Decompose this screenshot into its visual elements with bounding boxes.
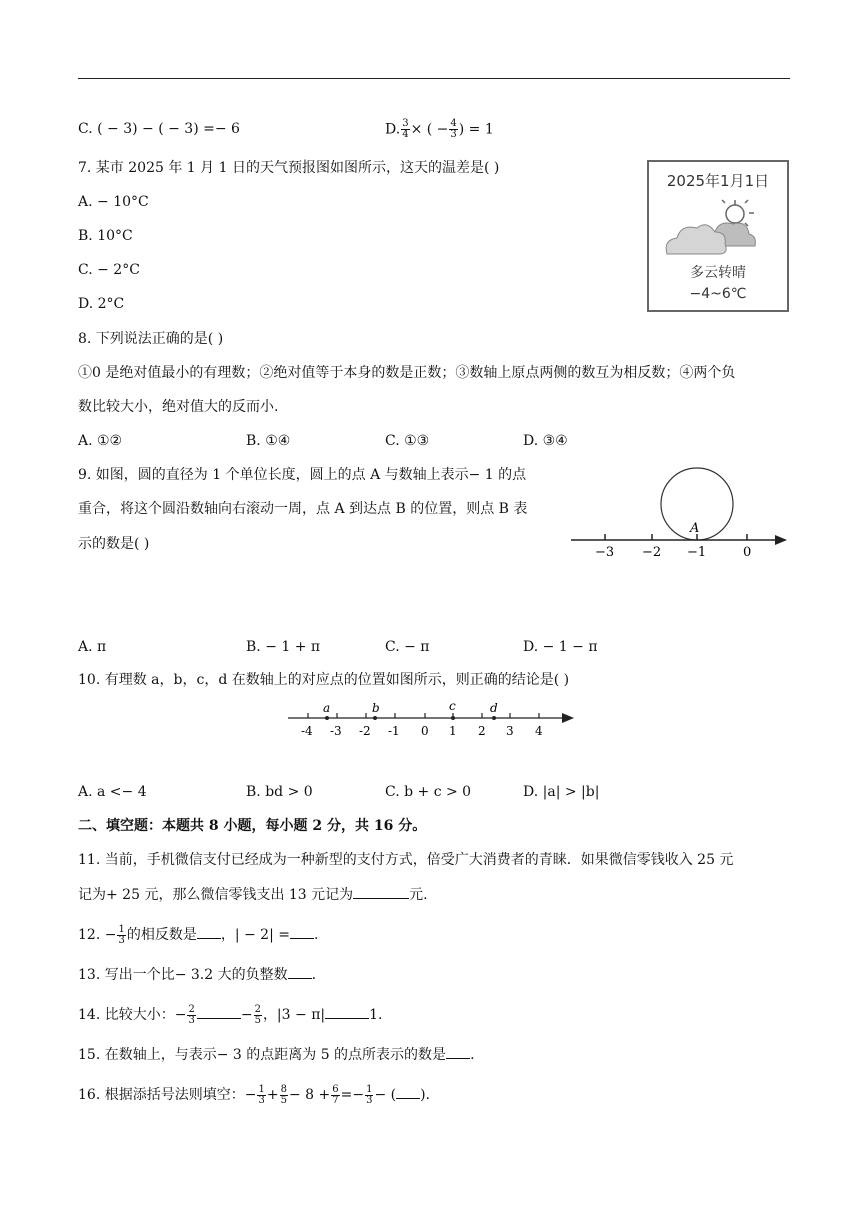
tick-label: -2 — [359, 724, 371, 738]
arrow-right-icon — [562, 713, 574, 723]
fraction: $\frac{3}{4}$ — [402, 118, 409, 140]
q9-line2: 重合，将这个圆沿数轴向右滚动一周，点 A 到达点 B 的位置，则点 B 表 — [78, 501, 528, 517]
q7-option-c: C. − 2°C — [78, 262, 140, 278]
fraction: $\frac{1}{3}$ — [366, 1083, 373, 1106]
q7-stem: 7. 某市 2025 年 1 月 1 日的天气预报图如图所示，这天的温差是( ) — [78, 160, 500, 176]
cloud-sun-icon — [663, 198, 773, 260]
answer-blank — [290, 924, 314, 939]
point-label: a — [323, 701, 331, 715]
q8-statement-line2: 数比较大小，绝对值大的反而小. — [78, 399, 279, 415]
tick-label: -3 — [330, 724, 342, 738]
tick-label: 2 — [478, 724, 486, 738]
q8-option-c: C. ①③ — [385, 433, 430, 449]
answer-blank — [288, 964, 312, 979]
q15-line: 15. 在数轴上，与表示− 3 的点距离为 5 的点所表示的数是 . — [78, 1044, 475, 1065]
tick-label: -4 — [301, 724, 313, 738]
answer-blank — [197, 924, 221, 939]
point-c — [451, 716, 455, 720]
q10-number-line — [284, 697, 580, 741]
tick-label: 4 — [535, 724, 543, 738]
point-a — [325, 716, 329, 720]
answer-blank — [325, 1004, 369, 1019]
q12-line: 12. − $\frac{1}{3}$ 的相反数是 ，| − 2| = . — [78, 923, 319, 946]
tick-label: 0 — [421, 724, 429, 738]
q11-line1: 11. 当前，手机微信支付已经成为一种新型的支付方式，倍受广大消费者的青睐．如果微信零钱收入 25 元 — [78, 852, 734, 868]
weather-date: 2025年1月1日 — [666, 172, 770, 190]
q10-option-d: D. |a| > |b| — [523, 784, 600, 800]
tick-label: −3 — [595, 545, 615, 560]
tick-label: 0 — [743, 545, 752, 560]
q7-option-a: A. − 10°C — [78, 194, 149, 210]
header-rule — [78, 78, 790, 79]
q7-option-b: B. 10°C — [78, 228, 133, 244]
q9-option-a: A. π — [78, 639, 107, 655]
q8-option-b: B. ①④ — [246, 433, 291, 449]
q6-option-c: C. ( − 3) − ( − 3) =− 6 — [78, 121, 240, 137]
q14-line: 14. 比较大小：− $\frac{2}{3}$ − $\frac{2}{5}$ ，|3 − π| 1. — [78, 1003, 383, 1026]
fraction: $\frac{1}{3}$ — [258, 1083, 265, 1106]
q10-stem: 10. 有理数 a，b，c，d 在数轴上的对应点的位置如图所示，则正确的结论是( ) — [78, 672, 570, 688]
q9-circle-number-line — [565, 462, 795, 562]
q9-option-c: C. − π — [385, 639, 430, 655]
q9-line3: 示的数是( ) — [78, 536, 150, 552]
weather-temperature: −4~6℃ — [689, 286, 747, 302]
q10-option-a: A. a <− 4 — [78, 784, 147, 800]
tick-label: −1 — [687, 545, 707, 560]
answer-blank — [396, 1084, 420, 1099]
q7-option-d: D. 2°C — [78, 296, 125, 312]
q10-option-c: C. b + c > 0 — [385, 784, 472, 800]
fraction: $\frac{1}{3}$ — [118, 923, 125, 946]
point-d — [492, 716, 496, 720]
point-b — [373, 716, 377, 720]
arrow-right-icon — [775, 535, 787, 545]
q8-option-d: D. ③④ — [523, 433, 568, 449]
fraction: $\frac{8}{5}$ — [280, 1083, 287, 1106]
fraction: $\frac{2}{3}$ — [188, 1003, 195, 1026]
q9-option-d: D. − 1 − π — [523, 639, 598, 655]
answer-blank — [353, 884, 409, 899]
q8-stem: 8. 下列说法正确的是( ) — [78, 331, 224, 347]
tick-label: 1 — [449, 724, 457, 738]
point-label: c — [449, 699, 456, 713]
q16-line: 16. 根据添括号法则填空：− $\frac{1}{3}$ + $\frac{8}{5}$ − 8 + $\frac{6}{7}$ =− $\frac{1}{3}$ − ( ). — [78, 1083, 431, 1106]
point-label-a: A — [690, 521, 700, 536]
point-label: d — [490, 701, 498, 715]
fraction: $\frac{4}{3}$ — [450, 118, 457, 140]
weather-condition: 多云转晴 — [690, 265, 746, 281]
q6-option-d: D. $\frac{3}{4}$ × ( − $\frac{4}{3}$ ) = 1 — [385, 118, 494, 140]
q10-option-b: B. bd > 0 — [246, 784, 313, 800]
q9-line1: 9. 如图，圆的直径为 1 个单位长度，圆上的点 A 与数轴上表示− 1 的点 — [78, 467, 527, 483]
answer-blank — [197, 1004, 241, 1019]
q8-statement-line1: ①0 是绝对值最小的有理数；②绝对值等于本身的数是正数；③数轴上原点两侧的数互为相反数；④两个负 — [78, 365, 736, 381]
q11-line2: 记为+ 25 元，那么微信零钱支出 13 元记为 元. — [78, 884, 428, 905]
answer-blank — [446, 1044, 470, 1059]
q9-option-b: B. − 1 + π — [246, 639, 321, 655]
tick-label: −2 — [642, 545, 662, 560]
fraction: $\frac{6}{7}$ — [332, 1083, 339, 1106]
q8-option-a: A. ①② — [78, 433, 123, 449]
tick-label: -1 — [388, 724, 400, 738]
point-label: b — [372, 701, 380, 715]
fraction: $\frac{2}{5}$ — [254, 1003, 261, 1026]
q13-line: 13. 写出一个比− 3.2 大的负整数 . — [78, 964, 316, 985]
weather-forecast-card — [647, 160, 789, 312]
section-title: 二、填空题：本题共 8 小题，每小题 2 分，共 16 分。 — [78, 818, 427, 834]
tick-label: 3 — [506, 724, 514, 738]
